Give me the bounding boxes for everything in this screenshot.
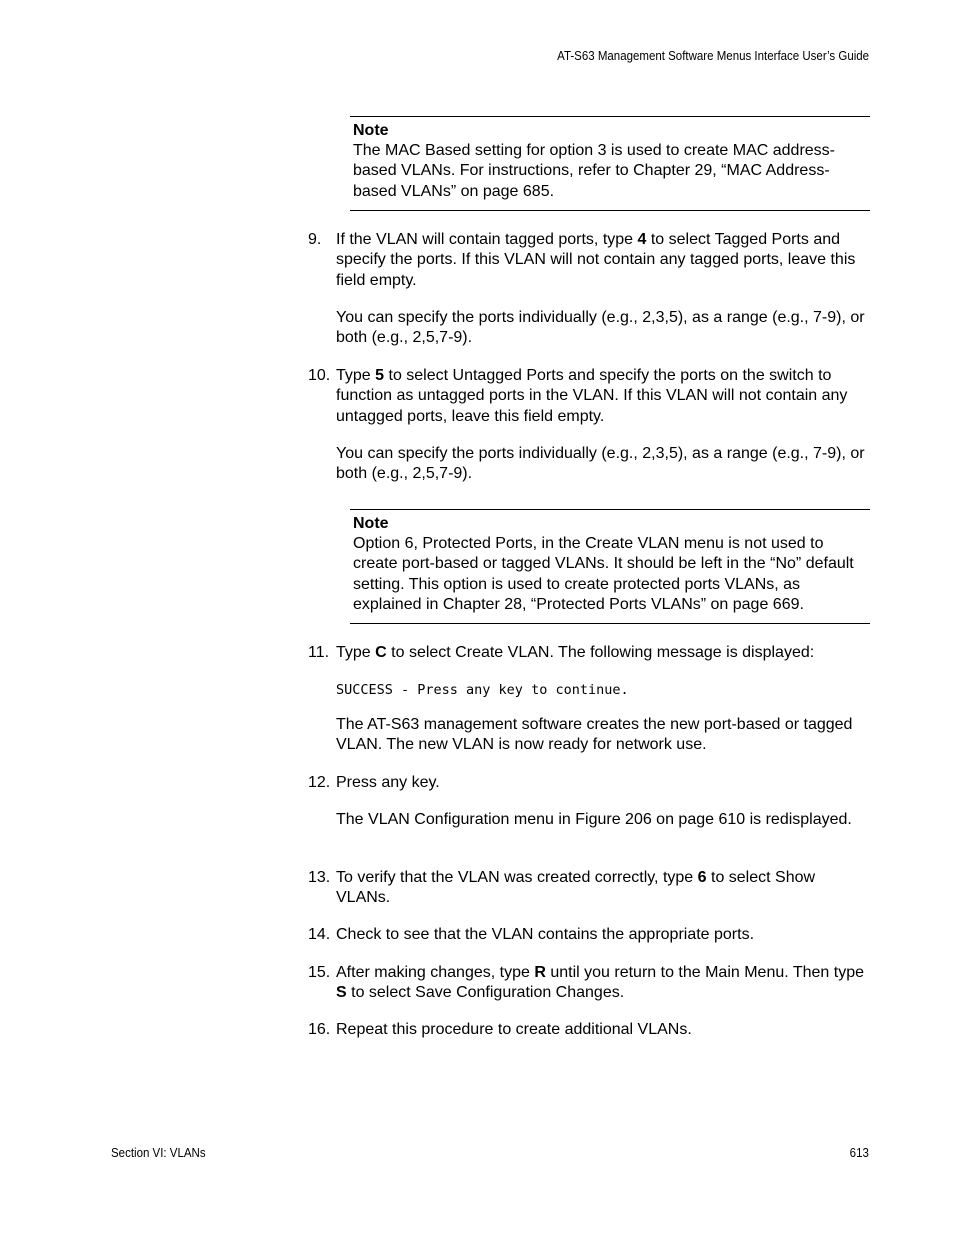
step-number: 10. [308,367,331,384]
step-10 [308,366,870,427]
step-text: Check to see that the VLAN contains the appropriate ports. [336,926,755,943]
step-10-detail: You can specify the ports individually (e.g., 2,3,5), as a range (e.g., 7-9), or both (e.g., 2,5,7-9). [336,445,865,483]
key-label: R [534,964,546,981]
key-label: 6 [697,869,707,886]
step-text: After making changes, type R until you return to the Main Menu. Then type S to select Save Configuration Changes. [336,964,864,1002]
step-11-detail: The AT-S63 management software creates the new port-based or tagged VLAN. The new VLAN is now ready for network use. [336,716,853,754]
key-label: 4 [637,231,647,248]
page-number: 613 [849,1146,869,1160]
step-number: 11. [308,644,330,661]
step-12 [308,773,870,793]
step-number: 13. [308,869,331,886]
key-label: 5 [375,367,385,384]
running-header: AT-S63 Management Software Menus Interface User’s Guide [557,49,869,63]
step-14 [308,925,870,945]
step-number: 9. [308,231,322,248]
step-text: To verify that the VLAN was created correctly, type 6 to select Show VLANs. [336,869,816,907]
note-body: Option 6, Protected Ports, in the Create VLAN menu is not used to create port-based or tagged VLANs. It should be left in the “No” default setting. This option is used to create protected ports VLANs, as explained in Chapter 28, “Protected Ports VLANs” on page 669. [353,535,854,613]
step-9 [308,230,870,291]
step-text: Repeat this procedure to create additional VLANs. [336,1021,692,1038]
step-13 [308,868,870,909]
note-title: Note [353,515,389,532]
step-number: 16. [308,1021,331,1038]
note-title: Note [353,122,389,139]
step-text: Type C to select Create VLAN. The following message is displayed: [336,644,815,661]
step-text: Type 5 to select Untagged Ports and specify the ports on the switch to function as untagged ports in the VLAN. If this VLAN will not contain any untagged ports, leave this field empty. [336,367,848,425]
step-9-detail: You can specify the ports individually (e.g., 2,3,5), as a range (e.g., 7-9), or both (e.g., 2,5,7-9). [336,309,865,347]
step-11 [308,643,870,663]
note-body: The MAC Based setting for option 3 is used to create MAC address-based VLANs. For instructions, refer to Chapter 29, “MAC Address-based VLANs” on page 685. [353,142,836,200]
step-number: 12. [308,774,331,791]
key-label: S [336,984,347,1002]
note-box-protected-ports [350,509,870,624]
console-message: SUCCESS - Press any key to continue. [336,682,629,698]
step-number: 15. [308,964,331,981]
step-16 [308,1020,870,1040]
step-12-detail: The VLAN Configuration menu in Figure 206 on page 610 is redisplayed. [336,811,852,828]
key-label: C [375,644,387,661]
step-text: If the VLAN will contain tagged ports, type 4 to select Tagged Ports and specify the ports. If this VLAN will not contain any tagged ports, leave this field empty. [336,231,856,289]
footer-section: Section VI: VLANs [111,1146,206,1160]
note-box-mac-based [350,116,870,211]
step-15 [308,963,870,1004]
step-text: Press any key. [336,774,440,791]
step-number: 14. [308,926,331,943]
